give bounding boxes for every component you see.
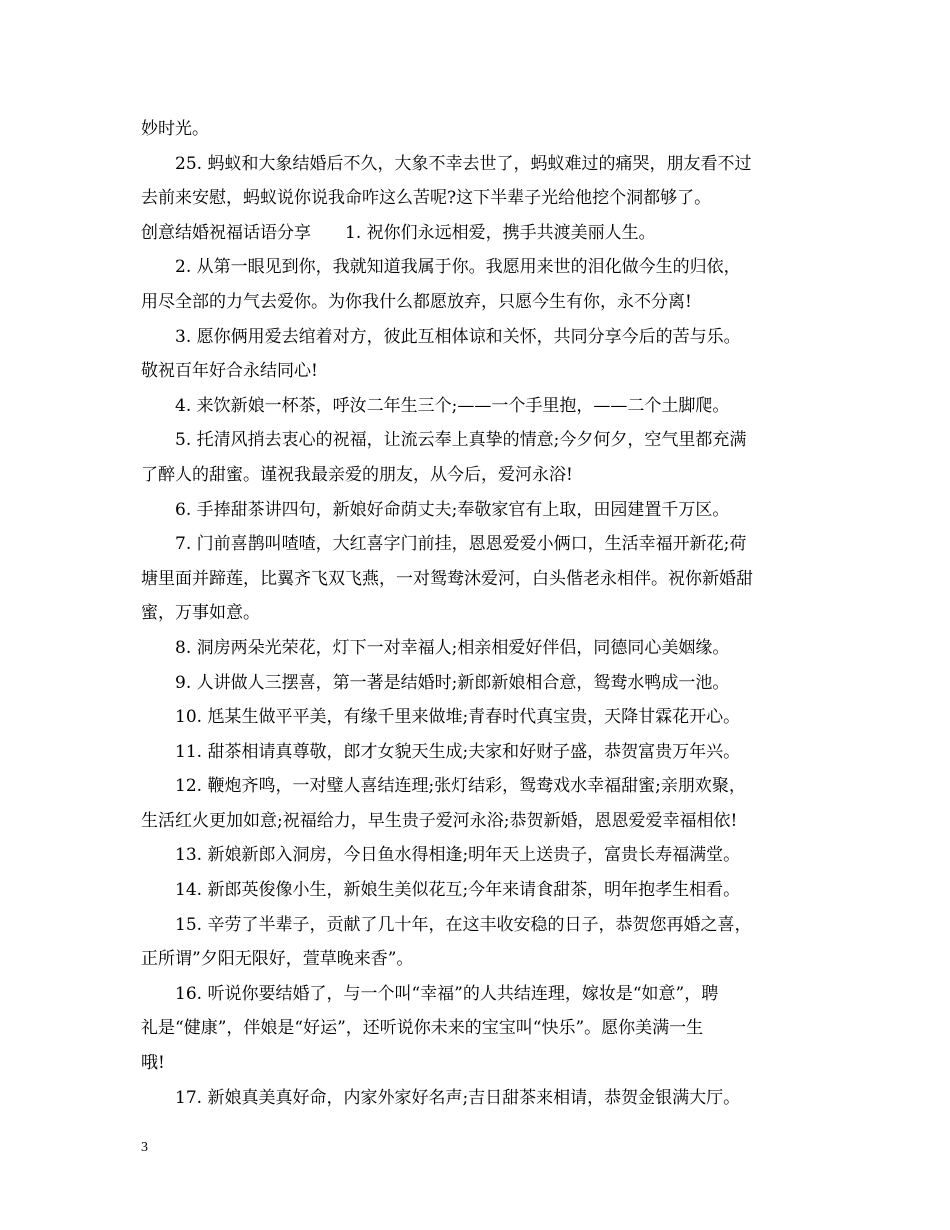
text-line: 10. 尪某生做平平美，有缘千里来做堆;青春时代真宝贵，天降甘霖花开心。 <box>175 707 741 728</box>
text-line: 7. 门前喜鹊叫喳喳，大红喜字门前挂，恩恩爱爱小俩口，生活幸福开新花;荷 <box>175 534 747 555</box>
text-line: 礼是“健康”，伴娘是“好运”，还听说你未来的宝宝叫“快乐”。愿你美满一生 <box>141 1018 704 1039</box>
text-line: 用尽全部的力气去爱你。为你我什么都愿放弃，只愿今生有你，永不分离! <box>141 291 692 312</box>
text-line: 14. 新郎英俊像小生，新娘生美似花互;今年来请食甜茶，明年抱孝生相看。 <box>175 880 741 901</box>
text-line: 了醉人的甜蜜。谨祝我最亲爱的朋友，从今后，爱河永浴! <box>141 464 573 485</box>
text-line: 生活红火更加如意;祝福给力，早生贵子爱河永浴;恭贺新婚，恩恩爱爱幸福相依! <box>141 810 738 831</box>
text-line: 哦! <box>141 1053 165 1074</box>
text-line: 去前来安慰，蚂蚁说你说我命咋这么苦呢?这下半辈子光给他挖个洞都够了。 <box>141 188 712 209</box>
text-line: 17. 新娘真美真好命，内家外家好名声;吉日甜茶来相请，恭贺金银满大厅。 <box>175 1087 741 1108</box>
text-line: 6. 手捧甜茶讲四句，新娘好命荫丈夫;奉敬家官有上取，田园建置千万区。 <box>175 499 730 520</box>
page-number: 3 <box>141 1140 148 1155</box>
text-line: 9. 人讲做人三摆喜，第一著是结婚时;新郎新娘相合意，鸳鸯水鸭成一池。 <box>175 672 730 693</box>
text-line: 12. 鞭炮齐鸣，一对璧人喜结连理;张灯结彩，鸳鸯戏水幸福甜蜜;亲朋欢聚， <box>175 776 746 797</box>
text-line: 2. 从第一眼见到你，我就知道我属于你。我愿用来世的泪化做今生的归依， <box>175 257 741 278</box>
text-line: 5. 托清风捎去衷心的祝福，让流云奉上真挚的情意;今夕何夕，空气里都充满 <box>175 430 747 451</box>
text-line: 4. 来饮新娘一杯茶，呼汝二年生三个;——一个手里抱，——二个土脚爬。 <box>175 395 730 416</box>
text-line: 15. 辛劳了半辈子，贡献了几十年，在这丰收安稳的日子，恭贺您再婚之喜， <box>175 914 752 935</box>
text-line: 3. 愿你俩用爱去绾着对方，彼此互相体谅和关怀，共同分享今后的苦与乐。 <box>175 326 741 347</box>
text-line: 正所谓”夕阳无限好，萱草晚来香”。 <box>141 949 414 970</box>
text-line: 13. 新娘新郎入洞房，今日鱼水得相逢;明年天上送贵子，富贵长寿福满堂。 <box>175 845 741 866</box>
text-line: 8. 洞房两朵光荣花，灯下一对幸福人;相亲相爱好伴侣，同德同心美姻缘。 <box>175 637 730 658</box>
body-text <box>141 112 813 1115</box>
text-line: 16. 听说你要结婚了，与一个叫“幸福”的人共结连理，嫁妆是“如意”，聘 <box>175 983 719 1004</box>
text-line: 妙时光。 <box>141 119 209 139</box>
text-line: 创意结婚祝福话语分享 1. 祝你们永远相爱，携手共渡美丽人生。 <box>141 222 656 243</box>
text-line: 敬祝百年好合永结同心! <box>141 361 318 382</box>
text-line: 塘里面并蹄莲，比翼齐飞双飞燕，一对鸳鸯沐爱河，白头偕老永相伴。祝你新婚甜 <box>141 568 753 589</box>
text-line: 蜜，万事如意。 <box>141 603 260 624</box>
text-line: 11. 甜茶相请真尊敬，郎才女貌天生成;夫家和好财子盛，恭贺富贵万年兴。 <box>175 741 741 762</box>
text-line: 25. 蚂蚁和大象结婚后不久，大象不幸去世了，蚂蚁难过的痛哭，朋友看不过 <box>175 153 752 174</box>
